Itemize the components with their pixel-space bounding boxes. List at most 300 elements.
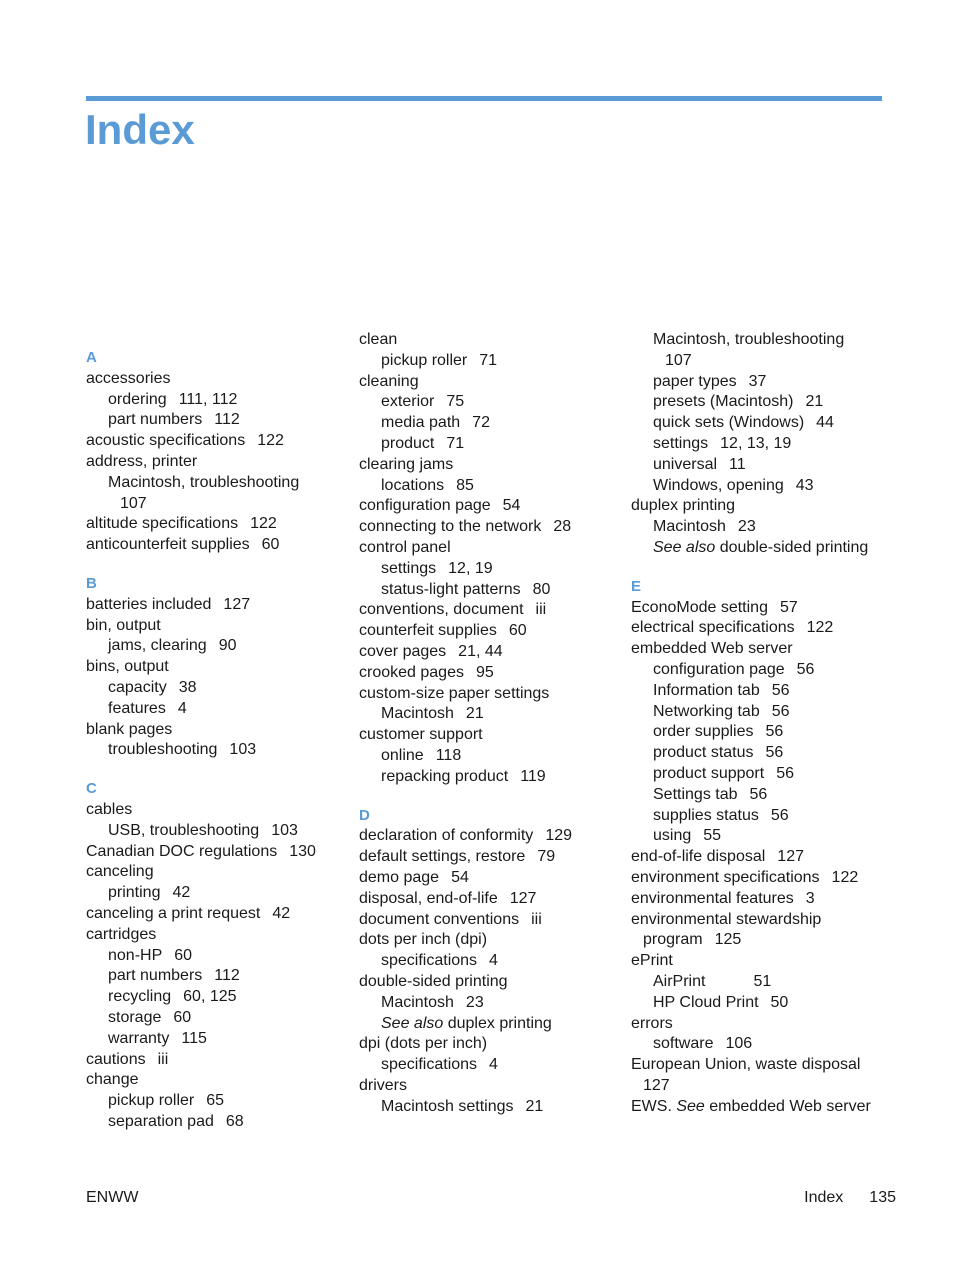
page-number: 135	[869, 1189, 896, 1206]
page-reference: 42	[272, 904, 291, 922]
index-term: features	[108, 699, 166, 717]
index-term: Information tab	[653, 681, 760, 699]
index-entry	[359, 600, 609, 621]
index-entry	[631, 1097, 881, 1118]
index-subentry	[631, 826, 881, 847]
index-entry	[359, 930, 609, 951]
index-term: part numbers	[108, 967, 203, 985]
page-reference: 129	[545, 827, 573, 845]
page-reference: iii	[531, 910, 542, 928]
index-subentry	[631, 517, 881, 538]
page-reference: 56	[765, 744, 784, 762]
page-reference: 23	[465, 993, 484, 1011]
index-entry	[359, 725, 609, 746]
index-entry	[359, 517, 609, 538]
index-term: custom-size paper settings	[359, 684, 550, 702]
index-entry	[359, 621, 609, 642]
index-term: recycling	[108, 988, 172, 1006]
index-entry	[631, 868, 881, 889]
index-term: USB, troubleshooting	[108, 821, 260, 839]
page-reference: 72	[472, 414, 490, 432]
index-term: canceling a print request	[86, 904, 261, 922]
index-subentry	[86, 390, 336, 411]
index-term: environmental features	[631, 889, 794, 907]
index-entry	[631, 496, 881, 517]
index-term: anticounterfeit supplies	[86, 536, 250, 554]
page-reference: 122	[257, 432, 284, 450]
page-reference: 54	[502, 497, 521, 515]
index-subentry	[631, 806, 881, 827]
index-subentry	[359, 392, 609, 413]
index-term: Macintosh, troubleshooting	[108, 473, 300, 491]
index-term: change	[86, 1071, 139, 1089]
index-term: configuration page	[653, 660, 785, 678]
index-subentry	[86, 821, 336, 842]
index-term: drivers	[359, 1076, 408, 1094]
page-reference: 95	[475, 663, 494, 681]
index-subentry	[631, 351, 881, 372]
index-subentry	[86, 740, 336, 761]
index-subentry	[86, 966, 336, 987]
index-term: connecting to the network	[359, 518, 542, 536]
index-entry	[86, 1070, 336, 1091]
index-term: control panel	[359, 538, 451, 556]
page-reference: 21	[805, 393, 824, 411]
index-entry	[359, 910, 609, 931]
index-entry	[86, 1050, 336, 1071]
index-term: Settings tab	[653, 785, 738, 803]
page-reference: 3	[805, 889, 815, 907]
index-term: Canadian DOC regulations	[86, 842, 278, 860]
index-entry	[86, 904, 336, 925]
index-subentry	[631, 743, 881, 764]
page-reference: 127	[223, 595, 251, 613]
index-term: counterfeit supplies	[359, 622, 497, 640]
index-term: bin, output	[86, 616, 161, 634]
index-term: settings	[381, 559, 437, 577]
index-column-3	[631, 330, 881, 1117]
see-target: double-sided printing	[719, 538, 869, 556]
index-subentry	[631, 785, 881, 806]
index-term: ordering	[108, 390, 167, 408]
index-subentry	[631, 702, 881, 723]
index-term: accessories	[86, 369, 171, 387]
index-subentry	[631, 476, 881, 497]
index-term: storage	[108, 1008, 162, 1026]
page-reference: 118	[435, 746, 462, 764]
index-subentry	[631, 660, 881, 681]
page-reference: 85	[456, 476, 474, 494]
index-subentry	[86, 1091, 336, 1112]
index-entry	[86, 369, 336, 390]
index-subentry	[359, 704, 609, 725]
index-term: duplex printing	[631, 497, 736, 515]
page-reference: 122	[806, 619, 834, 637]
index-subentry	[359, 351, 609, 372]
page-reference: 21, 44	[458, 642, 503, 660]
index-term: end-of-life disposal	[631, 848, 766, 866]
page-reference: 115	[181, 1029, 207, 1047]
index-term: universal	[653, 455, 718, 473]
index-term: disposal, end-of-life	[359, 889, 498, 907]
index-term: product status	[653, 744, 754, 762]
index-term: program	[643, 931, 703, 949]
index-term: double-sided printing	[359, 972, 508, 990]
index-entry	[359, 455, 609, 476]
index-subentry	[359, 434, 609, 455]
index-entry	[359, 684, 609, 705]
index-term: media path	[381, 414, 461, 432]
page-reference: 44	[816, 414, 834, 432]
page-reference: 122	[831, 868, 859, 886]
index-letter-heading: B	[86, 574, 97, 592]
index-subentry	[86, 473, 336, 494]
index-subentry	[359, 1097, 609, 1118]
index-entry	[359, 826, 609, 847]
index-term: non-HP	[108, 946, 163, 964]
index-subentry	[359, 767, 609, 788]
index-term: product support	[653, 764, 765, 782]
index-term: electrical specifications	[631, 619, 795, 637]
index-term: presets (Macintosh)	[653, 393, 794, 411]
page-reference: 21	[525, 1097, 544, 1115]
page-reference: 75	[446, 393, 465, 411]
page-reference: 60	[174, 946, 193, 964]
index-entry	[86, 657, 336, 678]
index-term: separation pad	[108, 1112, 214, 1130]
index-term: AirPrint	[653, 972, 706, 990]
index-entry	[631, 847, 881, 868]
page-reference: 38	[178, 678, 197, 696]
index-subentry	[86, 1112, 336, 1133]
footer-right	[804, 1188, 896, 1208]
index-term: altitude specifications	[86, 515, 239, 533]
index-term: repacking product	[381, 767, 509, 785]
index-term: status-light patterns	[381, 580, 521, 598]
index-term: part numbers	[108, 411, 203, 429]
index-term: paper types	[653, 372, 737, 390]
index-entry	[359, 868, 609, 889]
page-reference: 130	[289, 842, 316, 860]
index-entry	[631, 889, 881, 910]
index-subentry	[86, 1008, 336, 1029]
index-entry	[359, 538, 609, 559]
page-reference: 127	[777, 848, 804, 866]
index-term: dots per inch (dpi)	[359, 931, 488, 949]
index-entry	[86, 720, 336, 741]
see-target: duplex printing	[447, 1014, 552, 1032]
index-term: Networking tab	[653, 702, 760, 720]
index-entry	[359, 1034, 609, 1055]
page-reference: 106	[725, 1035, 753, 1053]
page-reference: 71	[479, 351, 498, 369]
index-subentry	[86, 987, 336, 1008]
index-term: Macintosh settings	[381, 1097, 514, 1115]
page-reference: 51	[753, 972, 772, 990]
footer-left: ENWW	[86, 1189, 139, 1206]
index-term: customer support	[359, 726, 483, 744]
index-subentry	[631, 993, 881, 1014]
index-term: Macintosh	[381, 993, 454, 1011]
index-subentry	[86, 678, 336, 699]
index-subentry	[359, 413, 609, 434]
index-term: canceling	[86, 863, 154, 881]
page-reference: 103	[229, 741, 257, 759]
index-term: exterior	[381, 393, 435, 411]
index-term: specifications	[381, 952, 478, 970]
index-term: supplies status	[653, 806, 759, 824]
index-letter-heading: C	[86, 780, 97, 798]
index-subentry	[86, 494, 336, 515]
page-reference: 60, 125	[183, 988, 237, 1006]
index-subentry	[631, 455, 881, 476]
page-reference: 103	[271, 821, 298, 839]
page-reference: 43	[795, 476, 814, 494]
page-reference: 50	[770, 993, 789, 1011]
page-reference: 4	[489, 952, 498, 970]
index-term: software	[653, 1035, 714, 1053]
index-column-1	[86, 330, 336, 1133]
page-reference: 60	[173, 1008, 192, 1026]
index-term: ePrint	[631, 952, 673, 970]
page-reference: 90	[218, 637, 237, 655]
index-subentry	[631, 413, 881, 434]
page-reference: 119	[520, 767, 546, 785]
index-entry	[86, 514, 336, 535]
page-reference: 56	[771, 681, 790, 699]
index-term: blank pages	[86, 720, 173, 738]
index-term: acoustic specifications	[86, 432, 246, 450]
page-reference: 37	[748, 372, 767, 390]
page-reference: 56	[796, 660, 815, 678]
index-subentry	[631, 538, 881, 559]
page-reference: 11	[729, 455, 746, 473]
index-subentry	[631, 392, 881, 413]
index-entry	[86, 862, 336, 883]
page-reference: 56	[749, 785, 768, 803]
see-reference: See	[676, 1097, 705, 1115]
index-term: quick sets (Windows)	[653, 414, 805, 432]
page-reference: 65	[206, 1092, 225, 1110]
index-column-2	[359, 330, 609, 1117]
index-term: 107	[120, 494, 147, 512]
index-term: HP Cloud Print	[653, 993, 759, 1011]
page-reference: 80	[532, 580, 551, 598]
index-subentry	[86, 1029, 336, 1050]
page-reference: 56	[776, 764, 794, 782]
index-letter-heading: D	[359, 806, 370, 824]
index-subentry	[86, 699, 336, 720]
index-subentry	[631, 722, 881, 743]
index-subentry	[86, 883, 336, 904]
index-subentry	[86, 946, 336, 967]
page-reference: 125	[714, 931, 742, 949]
page-reference: iii	[535, 601, 547, 619]
index-term: declaration of conformity	[359, 827, 534, 845]
index-entry	[86, 800, 336, 821]
page-reference: 12, 19	[448, 559, 493, 577]
index-entry	[359, 642, 609, 663]
index-entry	[631, 930, 881, 951]
index-entry	[631, 618, 881, 639]
index-entry	[631, 1014, 881, 1035]
index-entry	[631, 910, 881, 931]
see-target: embedded Web server	[709, 1097, 871, 1115]
index-subentry	[359, 993, 609, 1014]
index-term: environmental stewardship	[631, 910, 822, 928]
index-term: order supplies	[653, 723, 754, 741]
index-term: cautions	[86, 1050, 146, 1068]
index-subentry	[86, 410, 336, 431]
index-term: pickup roller	[108, 1092, 195, 1110]
index-term: batteries included	[86, 595, 212, 613]
index-entry	[359, 847, 609, 868]
title-rule	[86, 96, 882, 101]
index-term: warranty	[108, 1029, 170, 1047]
index-entry	[86, 925, 336, 946]
index-term: configuration page	[359, 497, 491, 515]
index-letter-heading: A	[86, 349, 97, 366]
page-reference: 56	[765, 723, 784, 741]
page-reference: 21	[465, 705, 484, 723]
index-subentry	[631, 1034, 881, 1055]
index-term: Macintosh	[381, 705, 454, 723]
page-reference: 111, 112	[178, 390, 238, 408]
page-reference: 56	[771, 702, 790, 720]
index-subentry	[359, 1014, 609, 1035]
index-term: cables	[86, 800, 133, 818]
index-term: European Union, waste disposal	[631, 1056, 861, 1074]
index-term: clean	[359, 331, 398, 348]
page-reference: 55	[703, 827, 722, 845]
index-entry	[86, 842, 336, 863]
index-entry	[359, 972, 609, 993]
page-reference: iii	[157, 1050, 169, 1068]
index-term: cover pages	[359, 642, 447, 660]
page-reference: 122	[250, 515, 277, 533]
index-term: settings	[653, 434, 709, 452]
page-reference: 28	[553, 518, 572, 536]
index-subentry	[631, 330, 881, 351]
page-reference: 71	[446, 434, 465, 452]
index-term: cartridges	[86, 925, 157, 943]
index-entry	[631, 951, 881, 972]
page-reference: 4	[489, 1056, 498, 1074]
page-reference: 112	[214, 967, 240, 985]
page-reference: 4	[177, 699, 187, 717]
index-term: embedded Web server	[631, 640, 793, 658]
index-entry	[359, 663, 609, 684]
page-reference: 42	[172, 884, 191, 902]
index-term: Macintosh, troubleshooting	[653, 331, 845, 348]
index-entry	[631, 639, 881, 660]
index-term: jams, clearing	[108, 637, 207, 655]
index-entry	[359, 496, 609, 517]
index-term: pickup roller	[381, 351, 468, 369]
index-term: EWS.	[631, 1097, 672, 1115]
index-subentry	[359, 746, 609, 767]
index-entry	[86, 431, 336, 452]
index-subentry	[631, 764, 881, 785]
index-term: 127	[643, 1076, 670, 1094]
index-term: dpi (dots per inch)	[359, 1035, 488, 1053]
index-entry	[631, 1055, 881, 1076]
index-term: environment specifications	[631, 868, 820, 886]
index-term: bins, output	[86, 658, 169, 676]
index-entry	[86, 616, 336, 637]
page-reference: 23	[737, 518, 756, 536]
page-reference: 127	[509, 889, 537, 907]
index-entry	[86, 595, 336, 616]
index-term: crooked pages	[359, 663, 464, 681]
page-reference: 56	[770, 806, 789, 824]
page-reference: 60	[261, 536, 280, 554]
index-letter-heading: E	[631, 577, 642, 595]
see-reference: See also	[653, 538, 716, 556]
index-term: cleaning	[359, 372, 419, 390]
index-entry	[359, 330, 609, 351]
index-term: default settings, restore	[359, 848, 526, 866]
index-entry	[359, 1076, 609, 1097]
index-subentry	[359, 476, 609, 497]
index-subentry	[359, 559, 609, 580]
index-term: errors	[631, 1014, 673, 1032]
index-term: address, printer	[86, 452, 198, 470]
index-term: locations	[381, 476, 445, 494]
index-term: capacity	[108, 678, 167, 696]
index-term: demo page	[359, 868, 440, 886]
page-title: Index	[85, 106, 195, 153]
index-term: troubleshooting	[108, 741, 218, 759]
index-subentry	[631, 681, 881, 702]
index-term: clearing jams	[359, 455, 454, 473]
index-term: specifications	[381, 1056, 478, 1074]
index-subentry	[631, 972, 881, 993]
index-entry	[86, 452, 336, 473]
index-term: 107	[665, 351, 692, 369]
index-entry	[631, 598, 881, 619]
index-subentry	[631, 434, 881, 455]
page-reference: 60	[508, 622, 527, 640]
index-term: online	[381, 746, 424, 764]
index-subentry	[359, 580, 609, 601]
index-term: conventions, document	[359, 601, 524, 619]
index-term: product	[381, 434, 435, 452]
page-reference: 79	[537, 848, 556, 866]
index-term: Windows, opening	[653, 476, 784, 494]
page-reference: 68	[225, 1112, 244, 1130]
index-entry	[86, 535, 336, 556]
index-term: EconoMode setting	[631, 598, 768, 616]
index-entry	[359, 372, 609, 393]
page-reference: 112	[214, 411, 240, 429]
page-reference: 12, 13, 19	[720, 434, 792, 452]
index-entry	[359, 889, 609, 910]
index-subentry	[631, 372, 881, 393]
index-term: using	[653, 827, 692, 845]
index-term: printing	[108, 884, 161, 902]
page-reference: 54	[451, 868, 469, 886]
page-reference: 57	[779, 598, 798, 616]
index-subentry	[86, 636, 336, 657]
index-term: Macintosh	[653, 518, 726, 536]
index-subentry	[359, 951, 609, 972]
footer-section: Index	[804, 1189, 844, 1206]
index-subentry	[359, 1055, 609, 1076]
index-term: document conventions	[359, 910, 520, 928]
see-reference: See also	[381, 1014, 444, 1032]
index-entry	[631, 1076, 881, 1097]
